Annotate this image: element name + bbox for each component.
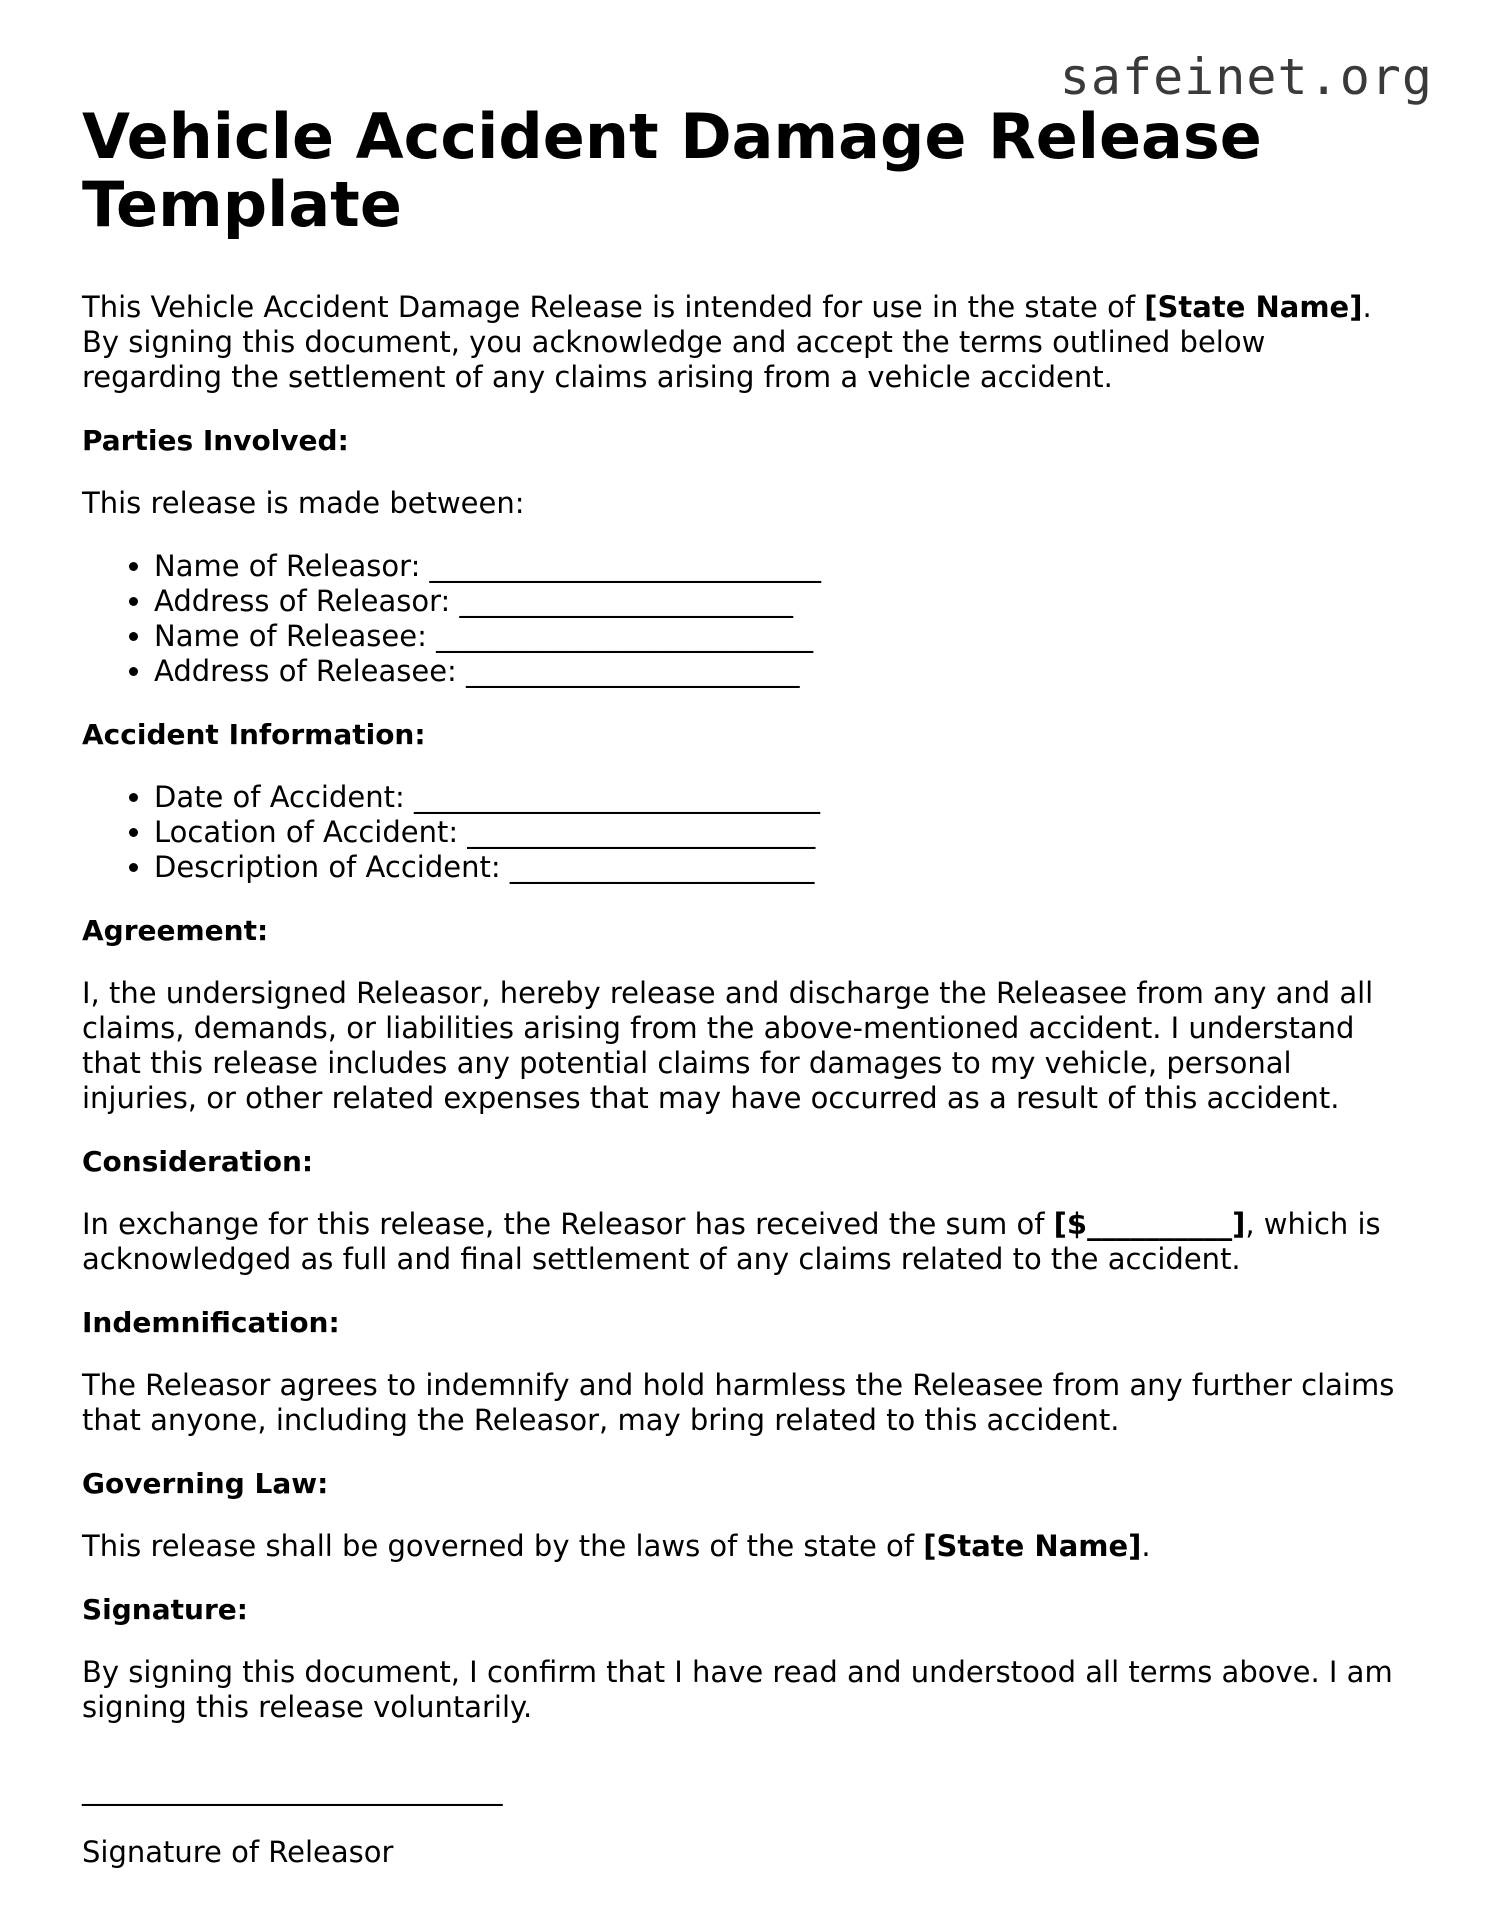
intro-paragraph	[82, 290, 1412, 395]
governing-law-text-before: This release shall be governed by the laws of the state of	[82, 1529, 924, 1563]
parties-lead: This release is made between:	[82, 486, 525, 520]
list-item-releasor-address: • Address of Releasor: _______________________	[154, 584, 1412, 619]
list-item-accident-description: • Description of Accident: _____________________	[154, 850, 1412, 885]
consideration-amount-placeholder: [$__________]	[1053, 1207, 1246, 1241]
governing-law-paragraph	[82, 1529, 1412, 1564]
intro-text-after: . By signing this document, you acknowledge and accept the terms outlined below regarding the settlement of any claims arising from a vehicle accident.	[82, 290, 1372, 394]
list-item-releasor-name: • Name of Releasor: ___________________________	[154, 549, 1412, 584]
parties-list	[82, 549, 1412, 689]
indemnification-paragraph: The Releasor agrees to indemnify and hold harmless the Releasee from any further claims that anyone, including the Releasor, may bring related to this accident.	[82, 1368, 1395, 1437]
governing-law-heading: Governing Law:	[82, 1467, 329, 1500]
signature-paragraph: By signing this document, I confirm that I have read and understood all terms above. I am signing this release voluntarily.	[82, 1655, 1393, 1724]
consideration-paragraph	[82, 1207, 1412, 1277]
agreement-paragraph: I, the undersigned Releasor, hereby release and discharge the Releasee from any and all claims, demands, or liabilities arising from the above-mentioned accident. I understand that this release includes any potential claims for damages to my vehicle, personal injuries, or other related expenses that may have occurred as a result of this accident.	[82, 976, 1374, 1115]
document-title: Vehicle Accident Damage Release Template	[82, 100, 1262, 241]
indemnification-heading: Indemnification:	[82, 1306, 340, 1339]
intro-text-before: This Vehicle Accident Damage Release is intended for use in the state of	[82, 290, 1145, 324]
list-item-releasee-name: • Name of Releasee: __________________________	[154, 619, 1412, 654]
signature-line: _____________________________	[82, 1772, 503, 1806]
signature-heading: Signature:	[82, 1593, 248, 1626]
intro-state-placeholder: [State Name]	[1144, 290, 1363, 324]
document-page	[82, 100, 1412, 1870]
watermark-site-name: safeinet.org	[1059, 48, 1433, 106]
list-item-releasee-address: • Address of Releasee: _______________________	[154, 654, 1412, 689]
consideration-text-before: In exchange for this release, the Releasor has received the sum of	[82, 1207, 1054, 1241]
consideration-heading: Consideration:	[82, 1145, 314, 1178]
consideration-text-after: , which is acknowledged as full and final settlement of any claims related to the accident.	[82, 1207, 1381, 1276]
signature-label: Signature of Releasor	[82, 1835, 394, 1869]
accident-list	[82, 780, 1412, 885]
governing-law-text-after: .	[1141, 1529, 1151, 1563]
accident-heading: Accident Information:	[82, 718, 426, 751]
agreement-heading: Agreement:	[82, 914, 269, 947]
parties-heading: Parties Involved:	[82, 424, 349, 457]
list-item-accident-date: • Date of Accident: ____________________________	[154, 780, 1412, 815]
list-item-accident-location: • Location of Accident: ________________________	[154, 815, 1412, 850]
governing-law-state-placeholder: [State Name]	[923, 1529, 1142, 1563]
